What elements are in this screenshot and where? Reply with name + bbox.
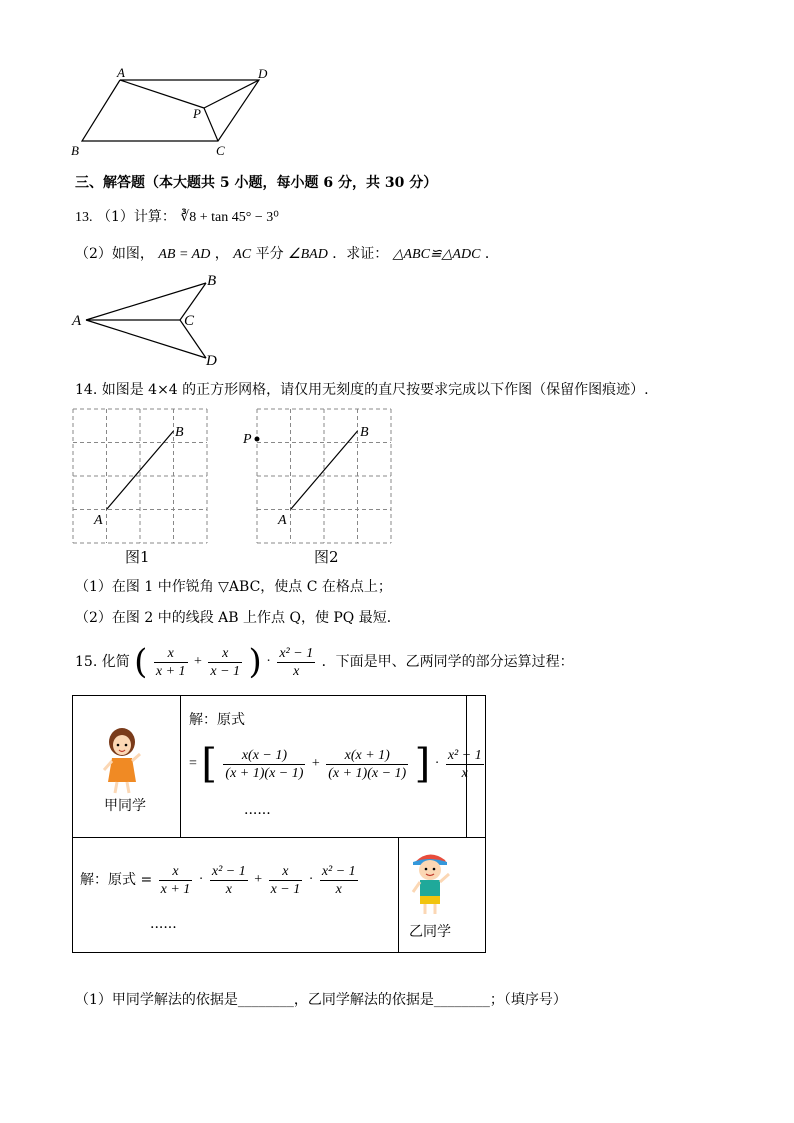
q15-fraction-2: $\frac{x}{x - 1}$	[210, 645, 241, 679]
label-A: A	[72, 313, 82, 329]
q13-part2-label: （2）如图，	[75, 246, 154, 262]
q13-figure	[66, 268, 236, 373]
yi-ellipsis: ......	[150, 916, 177, 932]
label-B: B	[207, 273, 217, 289]
q13-part1-label: （1）计算：	[96, 209, 176, 225]
section-title: 三、解答题（本大题共 5 小题，每小题 6 分，共 30 分）	[75, 175, 438, 191]
q14-grid-figure-1	[70, 406, 210, 546]
jia-solution-line2: = [ $\frac{x(x - 1)}{(x + 1)(x - 1)}$ + $\frac{x(x + 1)}{(x + 1)(x - 1)}$ ] · $\frac{\text{x² − 1}}{x}$	[189, 741, 482, 787]
left-paren: (	[134, 642, 148, 682]
right-paren: )	[248, 642, 262, 682]
q14-fig1-caption: 图1	[125, 548, 150, 566]
q13-text-bisects: 平分	[255, 246, 289, 262]
yi-fraction-d: $\frac{\text{x² − 1}}{x}$	[321, 863, 356, 897]
q13-part2	[75, 244, 499, 265]
point-P	[255, 437, 260, 442]
q14-part1: （1）在图 1 中作锐角 ▽ABC，使点 C 在格点上；	[75, 579, 392, 595]
girl-student-avatar	[98, 726, 146, 796]
q15-part1: （1）甲同学解法的依据是________，乙同学解法的依据是________；（填序号）	[75, 992, 567, 1008]
jia-ellipsis: ......	[244, 802, 271, 818]
jia-fraction-c: $\frac{\text{x² − 1}}{x}$	[447, 747, 482, 781]
q14-question: 14. 如图是 4×4 的正方形网格，请仅用无刻度的直尺按要求完成以下作图（保留作图痕迹）.	[75, 382, 649, 398]
jia-solution-line1: 解：原式	[189, 712, 245, 728]
yi-student-name: 乙同学	[409, 924, 451, 940]
jia-student-name: 甲同学	[104, 798, 146, 814]
parallelogram-figure	[66, 60, 286, 160]
q14-part2: （2）在图 2 中的线段 AB 上作点 Q，使 PQ 最短．	[75, 610, 401, 626]
q13-congruence: △ABC≌△ADC	[392, 247, 481, 262]
q13-cond-ac: AC	[233, 247, 252, 262]
label-P: P	[193, 106, 201, 121]
q13-angle-bad: ∠BAD	[288, 247, 328, 262]
q14-fig2-caption: 图2	[314, 548, 339, 566]
label-C: C	[184, 313, 195, 329]
q14-grid-figure-2	[240, 406, 395, 546]
q15-fraction-1: $\frac{x}{x + 1}$	[155, 645, 186, 679]
yi-solution-lead: 解：原式 =	[80, 872, 153, 888]
q15-tail: ．下面是甲、乙两同学的部分运算过程：	[321, 654, 574, 670]
label-A: A	[117, 65, 125, 80]
q13-text-prove: ．求证：	[332, 246, 389, 262]
label-B: B	[175, 425, 184, 440]
q13-number: 13.	[75, 210, 93, 225]
label-D: D	[206, 353, 217, 369]
q15-lead: 15. 化简	[75, 654, 130, 670]
yi-solution-line: 解：原式 = $\frac{x}{x + 1}$ · $\frac{\text{x² − 1}}{x}$ + $\frac{x}{x - 1}$ · $\frac{\text{x² − 1}}{x}$	[80, 863, 356, 897]
label-B: B	[71, 143, 79, 158]
yi-fraction-c: $\frac{x}{x - 1}$	[270, 863, 301, 897]
label-A: A	[94, 513, 103, 528]
q15-question: 15. 化简 ( $\frac{x}{x + 1}$ + $\frac{x}{x - 1}$ ) · $\frac{\text{x² − 1}}{x}$ ．下面是甲、乙两同学的部分运算过程：	[75, 642, 574, 682]
q15-fraction-3: $\frac{\text{x² − 1}}{x}$	[279, 645, 314, 679]
q13-period: ．	[484, 246, 499, 262]
jia-fraction-a: $\frac{x(x - 1)}{(x + 1)(x - 1)}$	[225, 747, 304, 781]
label-P: P	[243, 432, 252, 447]
jia-fraction-b: $\frac{x(x + 1)}{(x + 1)(x - 1)}$	[328, 747, 407, 781]
q13-part1	[75, 207, 279, 228]
q13-comma: ，	[214, 246, 229, 262]
q13-cond-ab-ad: AB = AD	[158, 247, 211, 262]
label-C: C	[216, 143, 225, 158]
label-A: A	[278, 513, 287, 528]
yi-fraction-a: $\frac{x}{x + 1}$	[160, 863, 191, 897]
yi-fraction-b: $\frac{\text{x² − 1}}{x}$	[211, 863, 246, 897]
boy-student-avatar	[405, 848, 455, 918]
q13-part1-expression: ∛8 + tan 45° − 3⁰	[180, 210, 279, 225]
label-B: B	[360, 425, 369, 440]
label-D: D	[258, 66, 268, 81]
